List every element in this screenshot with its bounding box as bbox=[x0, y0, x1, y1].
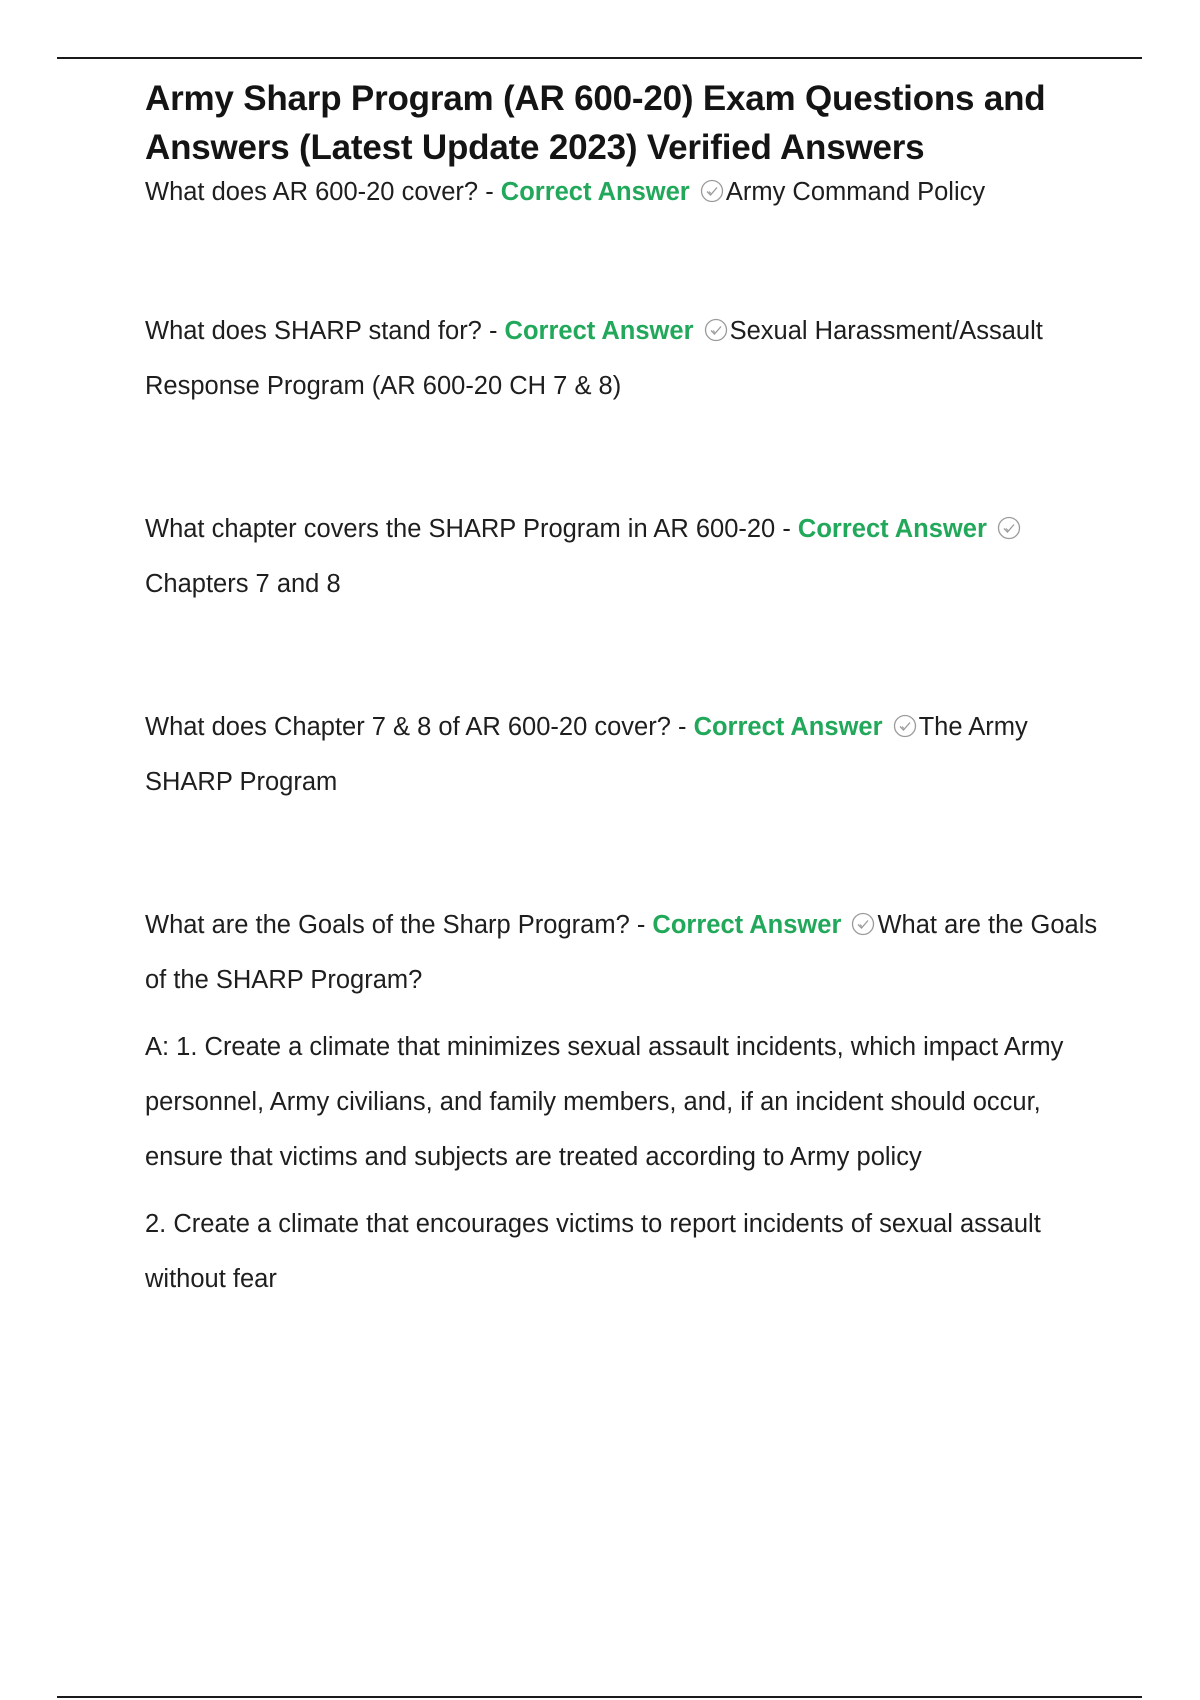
qa-item bbox=[145, 700, 1100, 810]
goal-paragraph: A: 1. Create a climate that minimizes sexual assault incidents, which impact Army personnel, Army civilians, and family members, and, if an incident should occur, ensure that victims and subjects are treated according to Army policy bbox=[145, 1033, 1064, 1171]
answer-text: Sexual Harassment/Assault Response Program (AR 600-20 CH 7 & 8) bbox=[145, 317, 1043, 400]
check-circle-icon bbox=[704, 318, 728, 342]
answer-text: What are the Goals of the SHARP Program? bbox=[145, 911, 1098, 994]
document-body bbox=[145, 74, 1100, 1307]
check-circle-icon bbox=[851, 912, 875, 936]
question-text: What does AR 600-20 cover? bbox=[145, 178, 479, 206]
question-text: What does Chapter 7 & 8 of AR 600-20 cover? bbox=[145, 713, 671, 741]
bottom-rule bbox=[57, 1696, 1142, 1698]
separator: - bbox=[670, 713, 694, 741]
correct-answer-label: Correct Answer bbox=[693, 713, 883, 741]
correct-answer-label: Correct Answer bbox=[797, 515, 987, 543]
qa-item bbox=[145, 304, 1100, 414]
answer-text: Chapters 7 and 8 bbox=[145, 570, 341, 598]
qa-item bbox=[145, 898, 1100, 1008]
answer-text: Army Command Policy bbox=[725, 178, 986, 206]
question-text: What are the Goals of the Sharp Program? bbox=[145, 911, 630, 939]
top-rule bbox=[57, 57, 1142, 59]
question-text: What chapter covers the SHARP Program in AR 600-20 bbox=[145, 515, 776, 543]
goal-paragraph: 2. Create a climate that encourages victims to report incidents of sexual assault without fear bbox=[145, 1210, 1041, 1293]
qa-item bbox=[145, 169, 1100, 215]
check-circle-icon bbox=[997, 516, 1021, 540]
answer-text: The Army SHARP Program bbox=[145, 713, 1028, 796]
correct-answer-label: Correct Answer bbox=[652, 911, 842, 939]
check-circle-icon bbox=[700, 179, 724, 203]
question-text: What does SHARP stand for? bbox=[145, 317, 482, 345]
separator: - bbox=[775, 515, 798, 543]
separator: - bbox=[478, 178, 501, 206]
check-circle-icon bbox=[893, 714, 917, 738]
separator: - bbox=[481, 317, 505, 345]
correct-answer-label: Correct Answer bbox=[504, 317, 694, 345]
qa-item bbox=[145, 502, 1100, 612]
correct-answer-label: Correct Answer bbox=[500, 178, 690, 206]
separator: - bbox=[629, 911, 653, 939]
document-title: Army Sharp Program (AR 600-20) Exam Questions and Answers (Latest Update 2023) Verified Answers bbox=[145, 79, 1046, 167]
